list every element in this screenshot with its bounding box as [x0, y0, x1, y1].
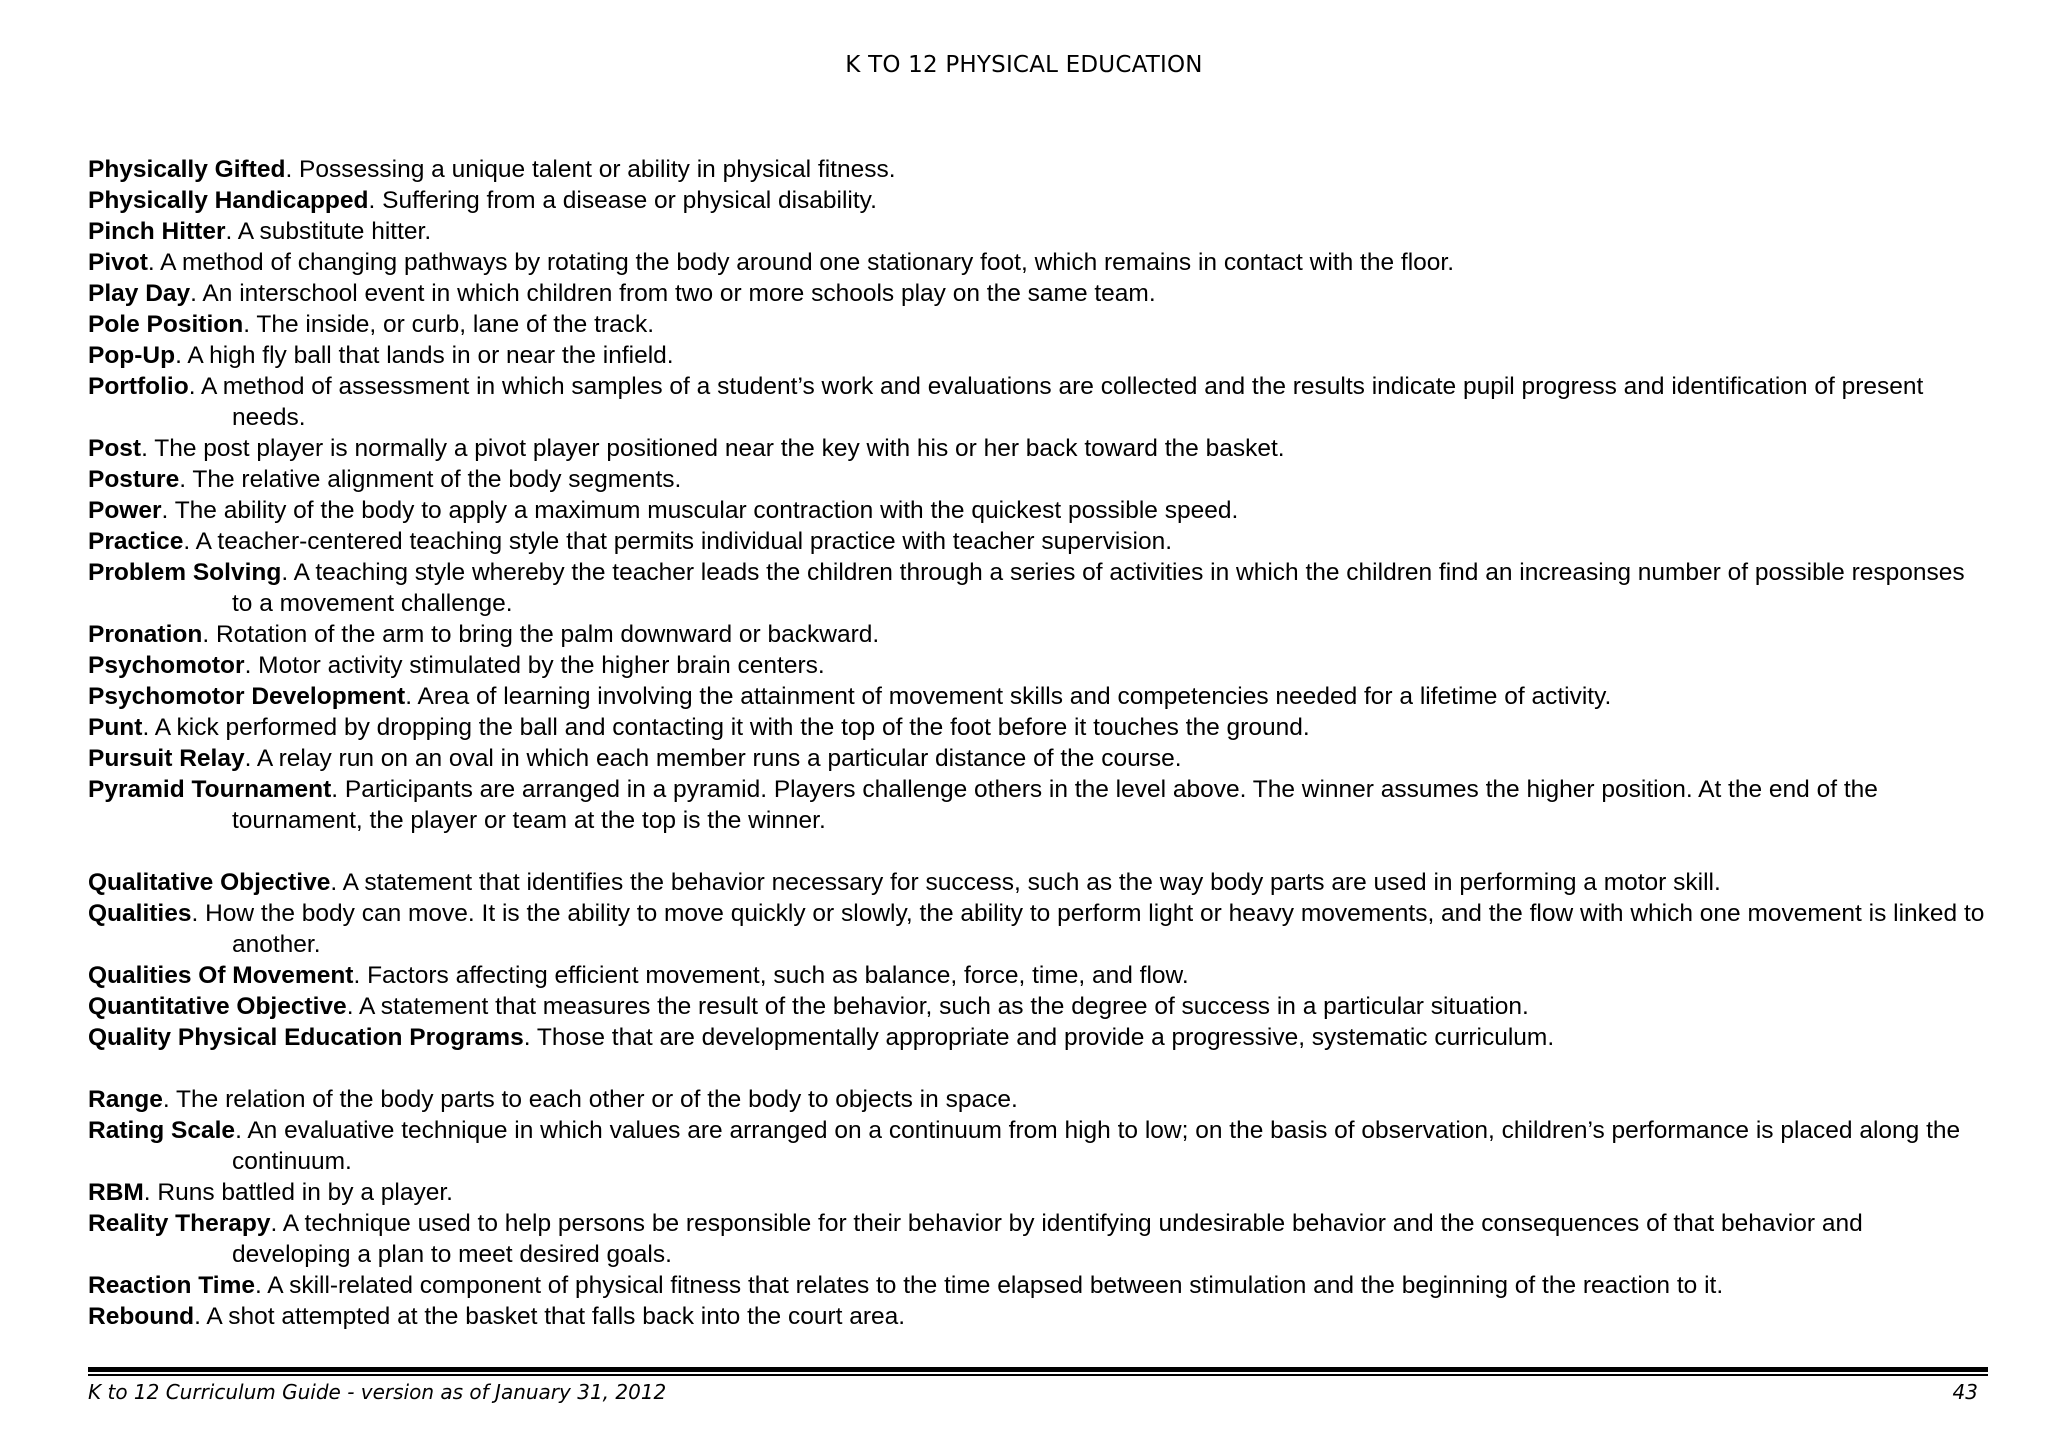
glossary-entry	[88, 712, 1988, 743]
glossary-entry	[88, 433, 1988, 464]
glossary-definition: . A substitute hitter.	[225, 218, 432, 245]
glossary-entry	[88, 1301, 1988, 1332]
glossary-group	[88, 1084, 1988, 1332]
glossary-term: Problem Solving	[88, 559, 282, 586]
glossary-definition: . Factors affecting efficient movement, such as balance, force, time, and flow.	[353, 962, 1189, 989]
glossary-definition: . The post player is normally a pivot player positioned near the key with his or her back toward the basket.	[141, 435, 1285, 462]
glossary-term: Pop-Up	[88, 342, 176, 369]
glossary-definition: . A method of assessment in which samples of a student’s work and evaluations are collected and the results indicate pupil progress and identification of present needs.	[188, 373, 1924, 431]
glossary-definition: . The relation of the body parts to each other or of the body to objects in space.	[162, 1086, 1018, 1113]
footer-rule-thin	[88, 1374, 1988, 1376]
glossary-term: Play Day	[88, 280, 191, 307]
glossary-term: Power	[88, 497, 162, 524]
glossary-definition: . The inside, or curb, lane of the track.	[243, 311, 655, 338]
glossary-term: Rating Scale	[88, 1117, 236, 1144]
glossary-term: Pursuit Relay	[88, 745, 245, 772]
glossary-term: Practice	[88, 528, 184, 555]
glossary-entry	[88, 495, 1988, 526]
glossary-definition: . Participants are arranged in a pyramid. Players challenge others in the level above. The winner assumes the higher position. At the end of the tournament, the player or team at the top is the winner.	[232, 776, 1878, 834]
glossary-entry	[88, 681, 1988, 712]
glossary	[88, 154, 1988, 1332]
footer-guide-version: K to 12 Curriculum Guide - version as of January 31, 2012	[88, 1380, 667, 1404]
glossary-term: Qualitative Objective	[88, 869, 331, 896]
page-number: 43	[1952, 1380, 1978, 1404]
glossary-definition: . A relay run on an oval in which each member runs a particular distance of the course.	[244, 745, 1182, 772]
glossary-term: Pronation	[88, 621, 203, 648]
glossary-entry	[88, 464, 1988, 495]
glossary-entry	[88, 960, 1988, 991]
glossary-entry	[88, 1270, 1988, 1301]
glossary-definition: . Suffering from a disease or physical disability.	[368, 187, 877, 214]
glossary-term: Punt	[88, 714, 143, 741]
glossary-term: Pyramid Tournament	[88, 776, 332, 803]
glossary-entry	[88, 526, 1988, 557]
glossary-term: Pinch Hitter	[88, 218, 226, 245]
glossary-entry	[88, 340, 1988, 371]
glossary-term: Psychomotor Development	[88, 683, 406, 710]
glossary-definition: . The relative alignment of the body segments.	[179, 466, 682, 493]
glossary-term: Qualities	[88, 900, 192, 927]
glossary-definition: . A teacher-centered teaching style that permits individual practice with teacher supervision.	[183, 528, 1173, 555]
glossary-definition: . A high fly ball that lands in or near the infield.	[175, 342, 674, 369]
glossary-definition: . A teaching style whereby the teacher leads the children through a series of activities in which the children find an increasing number of possible responses to a movement challenge.	[232, 559, 1965, 617]
glossary-term: Post	[88, 435, 142, 462]
glossary-entry	[88, 247, 1988, 278]
glossary-definition: . Area of learning involving the attainment of movement skills and competencies needed for a lifetime of activity.	[405, 683, 1612, 710]
glossary-term: Pole Position	[88, 311, 244, 338]
glossary-entry	[88, 216, 1988, 247]
glossary-definition: . An evaluative technique in which values are arranged on a continuum from high to low; on the basis of observation, children’s performance is placed along the continuum.	[232, 1117, 1961, 1175]
glossary-term: Reaction Time	[88, 1272, 256, 1299]
glossary-definition: . The ability of the body to apply a maximum muscular contraction with the quickest possible speed.	[161, 497, 1239, 524]
glossary-term: Range	[88, 1086, 163, 1113]
glossary-definition: . Those that are developmentally appropriate and provide a progressive, systematic curriculum.	[523, 1024, 1555, 1051]
glossary-entry	[88, 154, 1988, 185]
glossary-definition: . A skill-related component of physical fitness that relates to the time elapsed between stimulation and the beginning of the reaction to it.	[255, 1272, 1724, 1299]
glossary-term: Qualities Of Movement	[88, 962, 354, 989]
glossary-entry	[88, 1084, 1988, 1115]
glossary-entry	[88, 619, 1988, 650]
glossary-entry	[88, 898, 1988, 960]
glossary-entry	[88, 991, 1988, 1022]
glossary-definition: . A statement that identifies the behavior necessary for success, such as the way body parts are used in performing a motor skill.	[330, 869, 1721, 896]
glossary-group	[88, 154, 1988, 836]
glossary-definition: . An interschool event in which children from two or more schools play on the same team.	[190, 280, 1156, 307]
glossary-definition: . Rotation of the arm to bring the palm downward or backward.	[202, 621, 880, 648]
glossary-entry	[88, 557, 1988, 619]
glossary-entry	[88, 743, 1988, 774]
glossary-term: Portfolio	[88, 373, 189, 400]
glossary-term: Reality Therapy	[88, 1210, 271, 1237]
glossary-definition: . How the body can move. It is the ability to move quickly or slowly, the ability to perform light or heavy movements, and the flow with which one movement is linked to another.	[191, 900, 1985, 958]
glossary-entry	[88, 774, 1988, 836]
glossary-definition: . A method of changing pathways by rotating the body around one stationary foot, which remains in contact with the floor.	[147, 249, 1455, 276]
glossary-term: Pivot	[88, 249, 148, 276]
page-header: K TO 12 PHYSICAL EDUCATION	[845, 52, 1203, 78]
glossary-entry	[88, 1208, 1988, 1270]
glossary-term: RBM	[88, 1179, 144, 1206]
glossary-entry	[88, 1177, 1988, 1208]
glossary-term: Posture	[88, 466, 180, 493]
glossary-entry	[88, 1022, 1988, 1053]
glossary-definition: . Possessing a unique talent or ability in physical fitness.	[285, 156, 896, 183]
glossary-group	[88, 867, 1988, 1053]
glossary-entry	[88, 650, 1988, 681]
glossary-term: Psychomotor	[88, 652, 245, 679]
glossary-definition: . A kick performed by dropping the ball and contacting it with the top of the foot before it touches the ground.	[142, 714, 1310, 741]
glossary-term: Physically Gifted	[88, 156, 286, 183]
glossary-term: Physically Handicapped	[88, 187, 369, 214]
glossary-entry	[88, 185, 1988, 216]
footer-rule-thick	[88, 1367, 1988, 1372]
glossary-entry	[88, 278, 1988, 309]
glossary-entry	[88, 1115, 1988, 1177]
glossary-term: Quality Physical Education Programs	[88, 1024, 524, 1051]
glossary-term: Quantitative Objective	[88, 993, 347, 1020]
glossary-entry	[88, 371, 1988, 433]
glossary-term: Rebound	[88, 1303, 195, 1330]
glossary-entry	[88, 867, 1988, 898]
glossary-definition: . A statement that measures the result of the behavior, such as the degree of success in a particular situation.	[346, 993, 1529, 1020]
glossary-definition: . A shot attempted at the basket that falls back into the court area.	[194, 1303, 906, 1330]
glossary-definition: . A technique used to help persons be responsible for their behavior by identifying undesirable behavior and the consequences of that behavior and developing a plan to meet desired goals.	[232, 1210, 1863, 1268]
glossary-entry	[88, 309, 1988, 340]
glossary-definition: . Runs battled in by a player.	[143, 1179, 453, 1206]
glossary-definition: . Motor activity stimulated by the higher brain centers.	[244, 652, 825, 679]
